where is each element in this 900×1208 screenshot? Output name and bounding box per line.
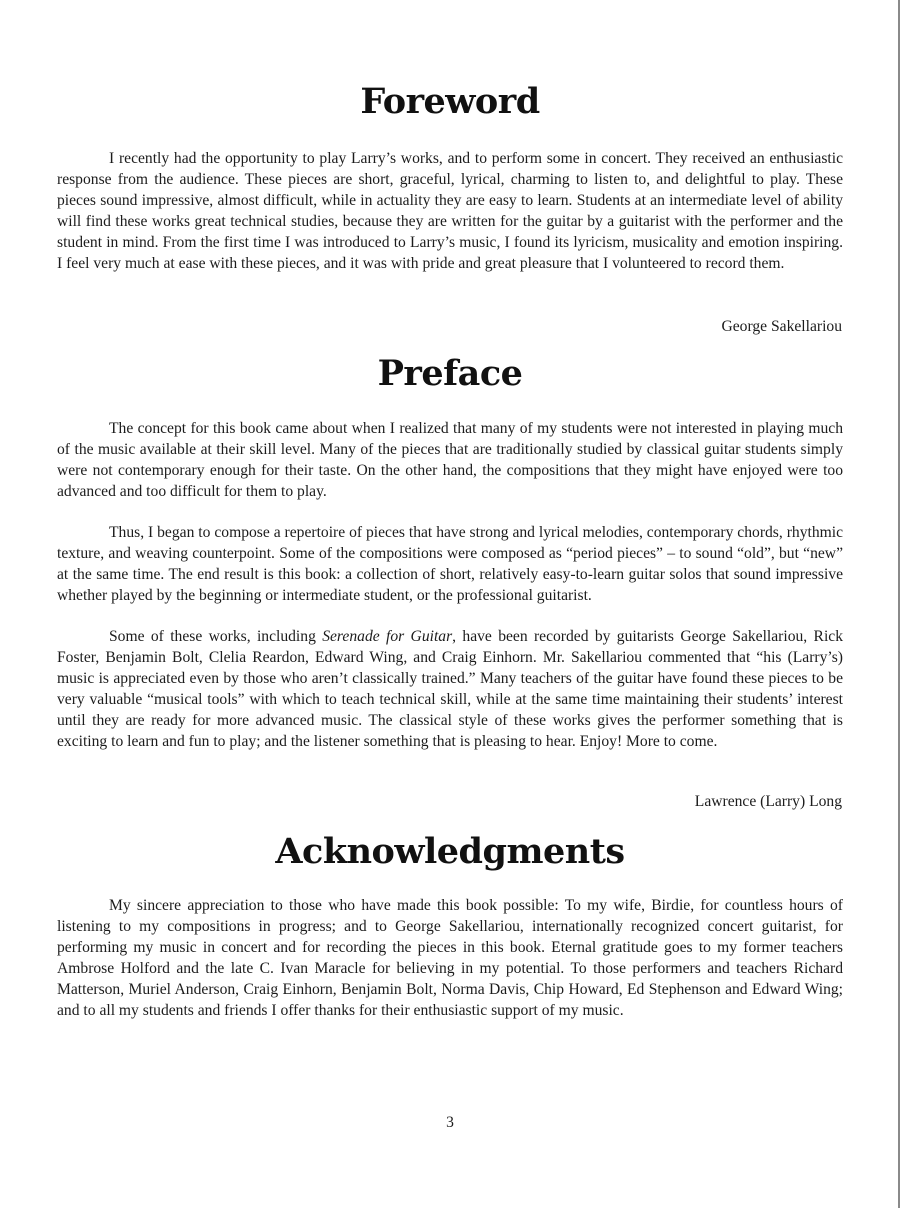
preface-title: Preface xyxy=(377,353,523,394)
preface-signature: Lawrence (Larry) Long xyxy=(694,793,842,810)
foreword-title: Foreword xyxy=(360,81,540,122)
foreword-paragraph: I recently had the opportunity to play Larry’s works, and to perform some in concert. They received an enthusiastic response from the audience. These pieces are short, graceful, lyrical, charming to listen to, and delightful to play. These pieces sound impressive, almost difficult, while in actuality they are easy to learn. Students at an intermediate level of ability will find these works great technical studies, because they are written for the guitar by a guitarist with the performer and the student in mind. From the first time I was introduced to Larry’s music, I found its lyricism, musicality and emotion inspiring. I feel very much at ease with these pieces, and it was with pride and great pleasure that I volunteered to record them. xyxy=(57,150,843,272)
preface-paragraph-2: Thus, I began to compose a repertoire of pieces that have strong and lyrical melodies, contemporary chords, rhythmic texture, and weaving counterpoint. Some of the compositions were composed as “period pieces” – to sound “old”, but “new” at the same time. The end result is this book: a collection of short, relatively easy-to-learn guitar solos that sound impressive whether played by the beginning or intermediate student, or the professional guitarist. xyxy=(57,524,843,604)
serenade-for-guitar-title: Serenade for Guitar xyxy=(322,628,453,645)
page-number: 3 xyxy=(446,1114,454,1131)
foreword-signature: George Sakellariou xyxy=(721,318,842,335)
acknowledgments-title: Acknowledgments xyxy=(275,831,625,872)
acknowledgments-paragraph: My sincere appreciation to those who have made this book possible: To my wife, Birdie, for countless hours of listening to my compositions in progress; and to George Sakellariou, internationally recognized concert guitarist, for performing my music in concert and for recording the pieces in this book. Eternal gratitude goes to my former teachers Ambrose Holford and the late C. Ivan Maracle for believing in my potential. To those performers and teachers Richard Matterson, Muriel Anderson, Craig Einhorn, Benjamin Bolt, Norma Davis, Chip Howard, Ed Stephenson and Edward Wing; and to all my students and friends I offer thanks for their enthusiastic support of my music. xyxy=(57,897,843,1019)
preface-paragraph-3 xyxy=(57,626,843,752)
preface-paragraph-1: The concept for this book came about when I realized that many of my students were not interested in playing much of the music available at their skill level. Many of the pieces that are traditionally studied by classical guitar students simply were not contemporary enough for their taste. On the other hand, the compositions that they might have enjoyed were too advanced and too difficult for them to play. xyxy=(57,420,843,500)
preface-paragraph-3-intro: Some of these works, including xyxy=(109,628,323,645)
preface-paragraph-3-rest: , have been recorded by guitarists George Sakellariou, Rick Foster, Benjamin Bolt, Clelia Reardon, Edward Wing, and Craig Einhorn. Mr. Sakellariou commented that “his (Larry’s) music is appreciated even by those who aren’t classically trained.” Many teachers of the guitar have found these pieces to be very valuable “musical tools” with which to teach technical skill, while at the same time maintaining their students’ interest until they are ready for more advanced music. The classical style of these works gives the performer something that is exciting to learn and fun to play; and the listener something that is pleasing to hear. Enjoy! More to come. xyxy=(57,628,843,750)
